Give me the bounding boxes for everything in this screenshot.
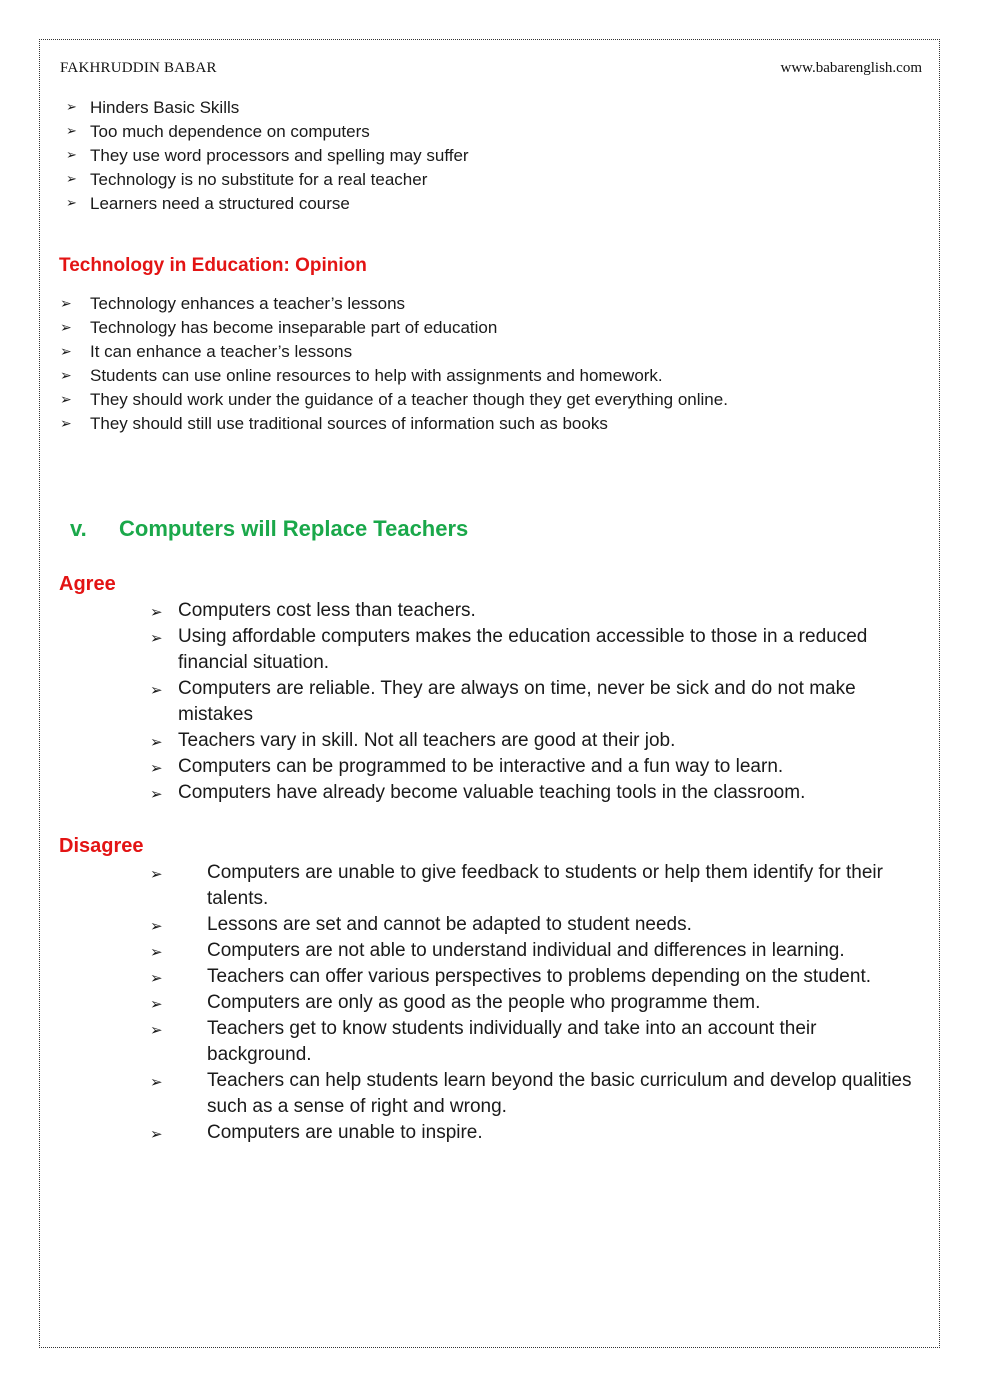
header-website: www.babarenglish.com: [780, 60, 922, 76]
list-item-text: Technology enhances a teacher’s lessons: [90, 294, 406, 313]
list-item-text: Computers cost less than teachers.: [178, 600, 476, 621]
agree-list: [150, 598, 910, 806]
list-item-text: Technology has become inseparable part of education: [90, 318, 498, 337]
list-item-text: They use word processors and spelling may suffer: [90, 146, 469, 165]
list-item: [60, 364, 728, 388]
list-item-text: Students can use online resources to help with assignments and homework.: [90, 366, 663, 385]
arrow-bullet-icon: ➢: [150, 1073, 163, 1091]
arrow-bullet-icon: ➢: [150, 943, 163, 961]
list-item: [60, 316, 728, 340]
arrow-bullet-icon: ➢: [66, 100, 77, 115]
list-item-text: Teachers get to know students individually and take into an account their background.: [207, 1018, 817, 1065]
arrow-bullet-icon: ➢: [60, 344, 72, 360]
list-item: [60, 340, 728, 364]
list-item: [150, 912, 920, 938]
arrow-bullet-icon: ➢: [150, 865, 163, 883]
list-item: [150, 728, 910, 754]
list-item: [60, 388, 728, 412]
arrow-bullet-icon: ➢: [66, 172, 77, 187]
opinion-list: [60, 292, 728, 436]
list-item-text: Hinders Basic Skills: [90, 98, 240, 117]
list-item: [66, 144, 469, 168]
arrow-bullet-icon: ➢: [66, 148, 77, 163]
arrow-bullet-icon: ➢: [150, 785, 163, 803]
list-item-text: Computers have already become valuable teaching tools in the classroom.: [178, 782, 806, 803]
list-item-text: They should work under the guidance of a teacher though they get everything online.: [90, 390, 728, 409]
list-item-text: Using affordable computers makes the education accessible to those in a reduced financial situation.: [178, 626, 868, 673]
list-item-text: Technology is no substitute for a real teacher: [90, 170, 428, 189]
list-item-text: Computers are unable to inspire.: [207, 1122, 483, 1143]
list-item: [150, 754, 910, 780]
list-item-text: Teachers can help students learn beyond the basic curriculum and develop qualities such as a sense of right and wrong.: [207, 1070, 912, 1117]
opinion-heading: Technology in Education: Opinion: [59, 255, 367, 276]
list-item: [60, 292, 728, 316]
list-item: [150, 1016, 920, 1068]
list-item: [66, 192, 469, 216]
arrow-bullet-icon: ➢: [150, 1021, 163, 1039]
arrow-bullet-icon: ➢: [60, 320, 72, 336]
list-item: [66, 120, 469, 144]
section-number: v.: [70, 516, 87, 541]
list-item: [150, 938, 920, 964]
list-item-text: Learners need a structured course: [90, 194, 350, 213]
list-item-text: Computers can be programmed to be interactive and a fun way to learn.: [178, 756, 784, 777]
arrow-bullet-icon: ➢: [150, 733, 163, 751]
list-item-text: Teachers vary in skill. Not all teachers are good at their job.: [178, 730, 676, 751]
arrow-bullet-icon: ➢: [60, 416, 72, 432]
list-item-text: They should still use traditional sources of information such as books: [90, 414, 608, 433]
arrow-bullet-icon: ➢: [150, 629, 163, 647]
arrow-bullet-icon: ➢: [150, 917, 163, 935]
arrow-bullet-icon: ➢: [66, 124, 77, 139]
disadvantages-list: [66, 96, 469, 216]
arrow-bullet-icon: ➢: [150, 995, 163, 1013]
list-item-text: Computers are only as good as the people who programme them.: [207, 992, 761, 1013]
arrow-bullet-icon: ➢: [150, 681, 163, 699]
list-item-text: Computers are unable to give feedback to students or help them identify for their talents.: [207, 862, 883, 909]
arrow-bullet-icon: ➢: [60, 368, 72, 384]
disagree-list: [150, 860, 920, 1146]
list-item-text: Teachers can offer various perspectives to problems depending on the student.: [207, 966, 871, 987]
list-item-text: Lessons are set and cannot be adapted to student needs.: [207, 914, 692, 935]
list-item: [150, 676, 910, 728]
disagree-heading: Disagree: [59, 835, 144, 857]
list-item-text: Computers are not able to understand individual and differences in learning.: [207, 940, 845, 961]
list-item: [150, 780, 910, 806]
list-item: [150, 860, 920, 912]
list-item: [150, 964, 920, 990]
list-item: [150, 1068, 920, 1120]
arrow-bullet-icon: ➢: [150, 603, 163, 621]
list-item: [66, 168, 469, 192]
list-item-text: It can enhance a teacher’s lessons: [90, 342, 353, 361]
header-author: FAKHRUDDIN BABAR: [60, 60, 217, 76]
arrow-bullet-icon: ➢: [60, 296, 72, 312]
list-item: [60, 412, 728, 436]
arrow-bullet-icon: ➢: [60, 392, 72, 408]
list-item-text: Too much dependence on computers: [90, 122, 370, 141]
list-item-text: Computers are reliable. They are always on time, never be sick and do not make mistakes: [178, 678, 856, 725]
list-item: [150, 990, 920, 1016]
arrow-bullet-icon: ➢: [150, 759, 163, 777]
agree-heading: Agree: [59, 573, 116, 595]
arrow-bullet-icon: ➢: [150, 969, 163, 987]
arrow-bullet-icon: ➢: [66, 196, 77, 211]
section-title: Computers will Replace Teachers: [119, 516, 469, 541]
list-item: [150, 624, 910, 676]
section-v-heading: [70, 516, 468, 542]
list-item: [150, 598, 910, 624]
arrow-bullet-icon: ➢: [150, 1125, 163, 1143]
list-item: [66, 96, 469, 120]
list-item: [150, 1120, 920, 1146]
